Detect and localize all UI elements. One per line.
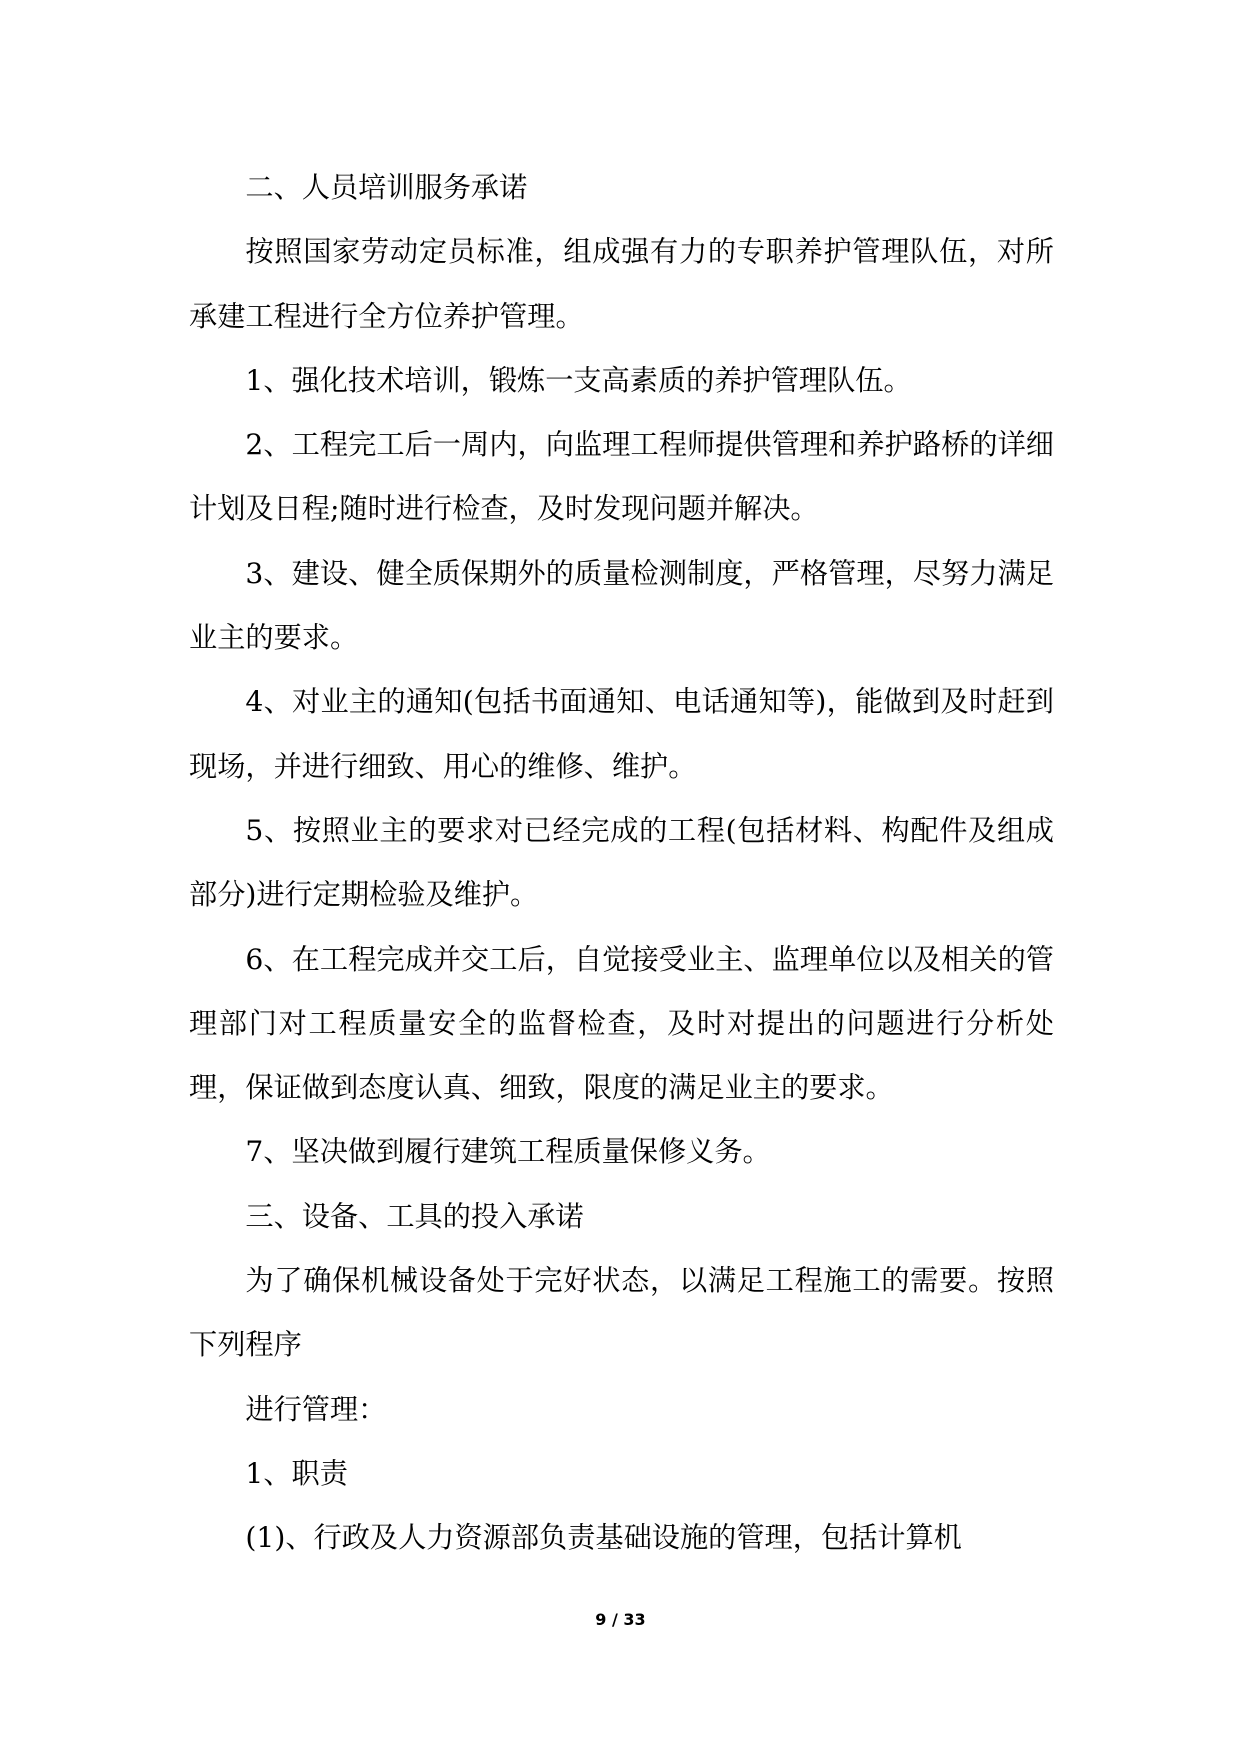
list-item-4: 4、对业主的通知(包括书面通知、电话通知等)，能做到及时赶到现场，并进行细致、用心的维修、维护。 xyxy=(189,685,1054,783)
list-item-2: 2、工程完工后一周内，向监理工程师提供管理和养护路桥的详细计划及日程;随时进行检查，及时发现问题并解决。 xyxy=(189,428,1054,526)
list-item-7: 7、坚决做到履行建筑工程质量保修义务。 xyxy=(245,1135,771,1169)
duty-item-1: (1)、行政及人力资源部负责基础设施的管理，包括计算机 xyxy=(245,1521,962,1555)
list-item-5: 5、按照业主的要求对已经完成的工程(包括材料、构配件及组成部分)进行定期检验及维护。 xyxy=(189,813,1054,912)
subheading-duties: 1、职责 xyxy=(245,1456,348,1490)
paragraph-equipment-intro: 为了确保机械设备处于完好状态，以满足工程施工的需要。按照下列程序 xyxy=(189,1264,1054,1362)
page-number: 9 / 33 xyxy=(595,1610,646,1629)
paragraph-management: 进行管理： xyxy=(245,1392,387,1426)
list-item-3: 3、建设、健全质保期外的质量检测制度，严格管理，尽努力满足业主的要求。 xyxy=(189,556,1054,655)
section-heading-personnel-training: 二、人员培训服务承诺 xyxy=(245,171,528,204)
paragraph-intro: 按照国家劳动定员标准，组成强有力的专职养护管理队伍，对所承建工程进行全方位养护管理。 xyxy=(189,235,1054,333)
document-body xyxy=(189,156,1054,1571)
list-item-6: 6、在工程完成并交工后，自觉接受业主、监理单位以及相关的管理部门对工程质量安全的监督检查，及时对提出的问题进行分析处理，保证做到态度认真、细致，限度的满足业主的要求。 xyxy=(189,942,1054,1105)
list-item-1: 1、强化技术培训，锻炼一支高素质的养护管理队伍。 xyxy=(245,363,912,397)
section-heading-equipment: 三、设备、工具的投入承诺 xyxy=(245,1199,584,1233)
